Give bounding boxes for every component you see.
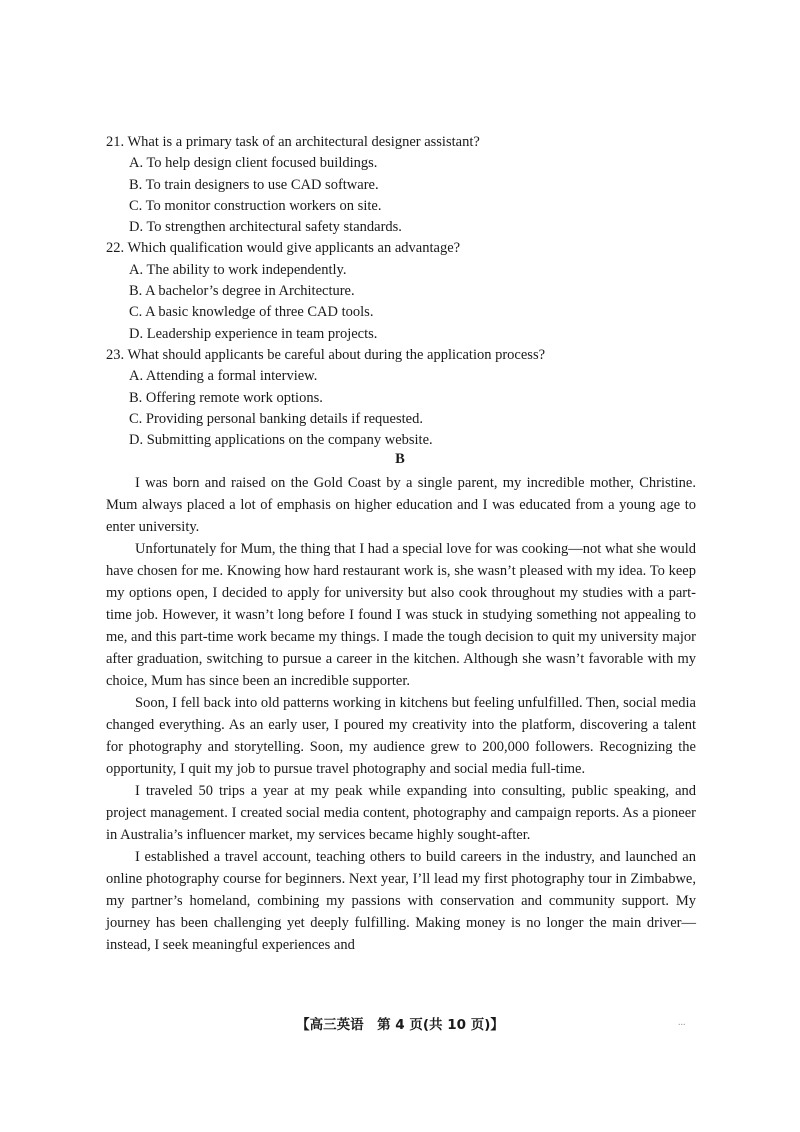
answer-option: D. Leadership experience in team projects. xyxy=(129,325,378,342)
page-footer: 【高三英语 第 4 页(共 10 页)】 xyxy=(296,1017,504,1033)
passage-paragraph: I was born and raised on the Gold Coast by a single parent, my incredible mother, Christine. Mum always placed a lot of emphasis on higher education and I was educated from a young age to enter university. xyxy=(106,475,696,535)
answer-option: D. Submitting applications on the company website. xyxy=(129,432,433,449)
answer-option: D. To strengthen architectural safety standards. xyxy=(129,219,402,236)
footer-mark: ... xyxy=(678,1017,686,1028)
answer-option: B. To train designers to use CAD software. xyxy=(129,176,379,193)
answer-option: B. A bachelor’s degree in Architecture. xyxy=(129,283,355,300)
question-list xyxy=(106,132,706,451)
question-stem: 22. Which qualification would give applicants an advantage? xyxy=(106,240,461,257)
answer-option: C. To monitor construction workers on site. xyxy=(129,197,382,214)
answer-option: C. A basic knowledge of three CAD tools. xyxy=(129,304,374,321)
passage-paragraph: I established a travel account, teaching others to build careers in the industry, and launched an online photography course for beginners. Next year, I’ll lead my first photography tour in Zimbabwe, my partner’s homeland, combining my passions with conservation and community support. My journey has been challenging yet deeply fulfilling. Making money is no longer the main driver—instead, I seek meaningful experiences and xyxy=(106,849,696,953)
passage-paragraph: I traveled 50 trips a year at my peak while expanding into consulting, public speaking, and project management. I created social media content, photography and campaign reports. As a pioneer in Australia’s influencer market, my services became highly sought-after. xyxy=(106,783,696,843)
question-stem: 23. What should applicants be careful about during the application process? xyxy=(106,346,546,363)
section-title: B xyxy=(395,451,405,467)
answer-option: A. The ability to work independently. xyxy=(129,261,347,278)
answer-option: C. Providing personal banking details if requested. xyxy=(129,410,423,427)
answer-option: B. Offering remote work options. xyxy=(129,389,323,406)
reading-passage xyxy=(106,472,696,956)
question-stem: 21. What is a primary task of an architectural designer assistant? xyxy=(106,134,480,150)
passage-paragraph: Soon, I fell back into old patterns working in kitchens but feeling unfulfilled. Then, social media changed everything. As an early user, I poured my creativity into the platform, discovering a talent for photography and storytelling. Soon, my audience grew to 200,000 followers. Recognizing the opportunity, I quit my job to pursue travel photography and social media full-time. xyxy=(106,695,696,777)
answer-option: A. To help design client focused buildings. xyxy=(129,155,378,172)
passage-paragraph: Unfortunately for Mum, the thing that I had a special love for was cooking—not what she would have chosen for me. Knowing how hard restaurant work is, she wasn’t pleased with my idea. To keep my options open, I decided to apply for university but also cook throughout my studies with a part-time job. However, it wasn’t long before I found I was stuck in studying something not appealing to me, and this part-time work became my things. I made the tough decision to quit my university major after graduation, switching to pursue a career in the kitchen. Although she wasn’t favorable with my choice, Mum has since been an incredible supporter. xyxy=(106,541,696,689)
answer-option: A. Attending a formal interview. xyxy=(129,368,318,385)
